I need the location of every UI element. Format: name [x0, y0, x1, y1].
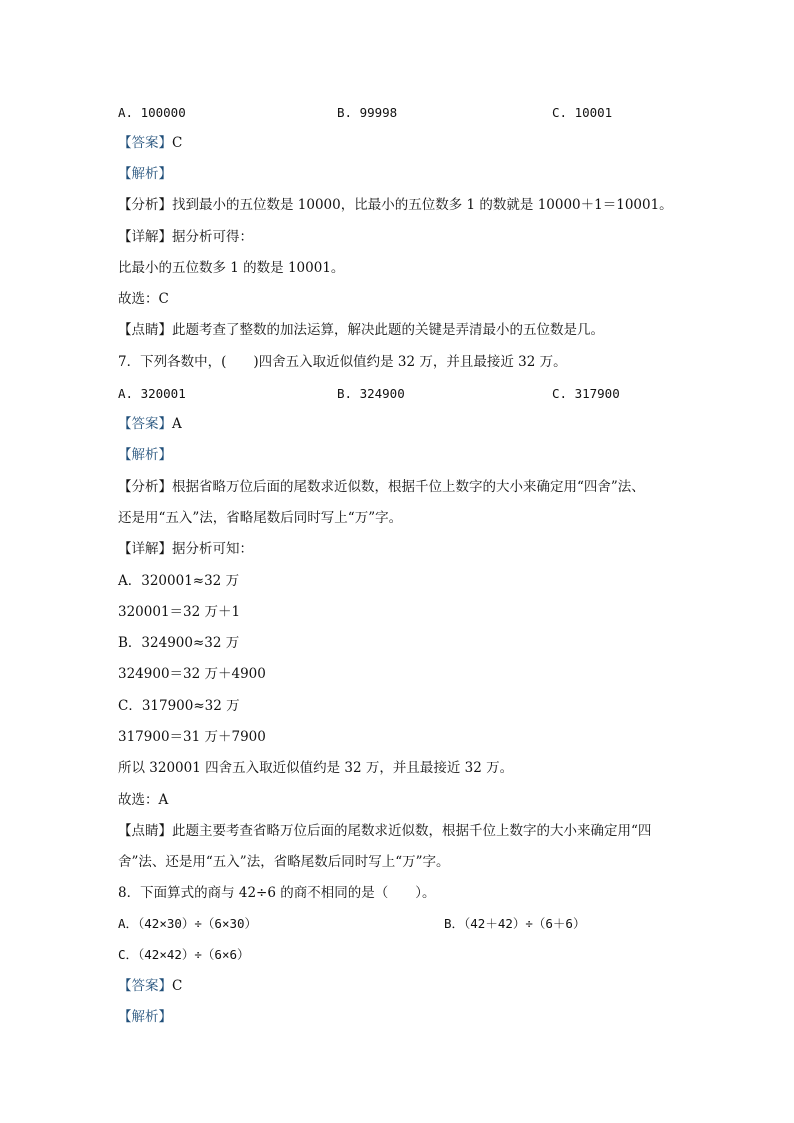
xiangjie-text: 据分析可知：	[172, 541, 253, 557]
q7-fenxi-line2: 还是用“五入”法，省略尾数后同时写上“万”字。	[118, 510, 403, 526]
q8-option-c: C．（42×42）÷（6×6）	[118, 947, 250, 962]
q6-option-a: A. 100000	[118, 105, 186, 120]
dianjing-text: 此题主要考查省略万位后面的尾数求近似数，根据千位上数字的大小来确定用“四	[172, 823, 652, 839]
q6-option-b: B. 99998	[337, 105, 398, 120]
q6-xiangjie	[118, 227, 754, 247]
fenxi-tag: 【分析】	[118, 479, 172, 495]
q8-answer	[118, 976, 754, 996]
q7-xiangjie	[118, 539, 754, 559]
q7-conclusion: 所以 320001 四舍五入取近似值约是 32 万，并且最接近 32 万。	[118, 760, 514, 776]
q6-fenxi	[118, 195, 754, 215]
analysis-tag: 【解析】	[118, 1009, 172, 1025]
answer-value: C	[172, 978, 183, 994]
xiangjie-tag: 【详解】	[118, 541, 172, 557]
fenxi-text: 根据省略万位后面的尾数求近似数，根据千位上数字的大小来确定用“四舍”法、	[172, 479, 645, 495]
answer-value: C	[172, 135, 183, 151]
analysis-tag: 【解析】	[118, 447, 172, 463]
q7-answer	[118, 414, 754, 434]
q7-step-b2: 324900＝32 万＋4900	[118, 666, 266, 682]
q7-step-a2: 320001＝32 万＋1	[118, 604, 241, 620]
fenxi-text: 找到最小的五位数是 10000，比最小的五位数多 1 的数就是 10000＋1＝10001。	[172, 197, 673, 213]
q6-choice: 故选：C	[118, 291, 169, 307]
q7-dianjing-line1	[118, 821, 754, 841]
q7-step-c1: C．317900≈32 万	[118, 698, 240, 714]
q7-step-c2: 317900＝31 万＋7900	[118, 729, 266, 745]
answer-tag: 【答案】	[118, 416, 172, 432]
q8-analysis-heading	[118, 1007, 754, 1027]
q7-option-b: B. 324900	[337, 386, 405, 401]
q7-fenxi-line1	[118, 477, 754, 497]
xiangjie-text: 据分析可得：	[172, 229, 253, 245]
answer-tag: 【答案】	[118, 135, 172, 151]
answer-value: A	[172, 416, 182, 432]
analysis-tag: 【解析】	[118, 166, 172, 182]
q7-question: 7．下列各数中，( )四舍五入取近似值约是 32 万，并且最接近 32 万。	[118, 354, 567, 370]
q6-option-c: C. 10001	[552, 105, 613, 120]
q7-choice: 故选：A	[118, 792, 169, 808]
q8-option-a: A．（42×30）÷（6×30）	[118, 916, 258, 931]
dianjing-tag: 【点睛】	[118, 823, 172, 839]
q6-analysis-heading	[118, 164, 754, 184]
answer-tag: 【答案】	[118, 978, 172, 994]
q7-analysis-heading	[118, 445, 754, 465]
q7-step-b1: B．324900≈32 万	[118, 635, 240, 651]
fenxi-tag: 【分析】	[118, 197, 172, 213]
q6-step: 比最小的五位数多 1 的数是 10001。	[118, 260, 345, 276]
q7-option-a: A. 320001	[118, 386, 186, 401]
q7-step-a1: A．320001≈32 万	[118, 573, 240, 589]
dianjing-tag: 【点睛】	[118, 322, 172, 338]
q6-dianjing	[118, 320, 754, 340]
q6-answer	[118, 133, 754, 153]
q8-option-b: B．（42＋42）÷（6＋6）	[444, 916, 586, 931]
xiangjie-tag: 【详解】	[118, 229, 172, 245]
q7-dianjing-line2: 舍”法、还是用“五入”法，省略尾数后同时写上“万”字。	[118, 854, 450, 870]
q7-option-c: C. 317900	[552, 386, 620, 401]
dianjing-text: 此题考查了整数的加法运算，解决此题的关键是弄清最小的五位数是几。	[172, 322, 604, 338]
q8-question: 8．下面算式的商与 42÷6 的商不相同的是（ ）。	[118, 885, 436, 901]
